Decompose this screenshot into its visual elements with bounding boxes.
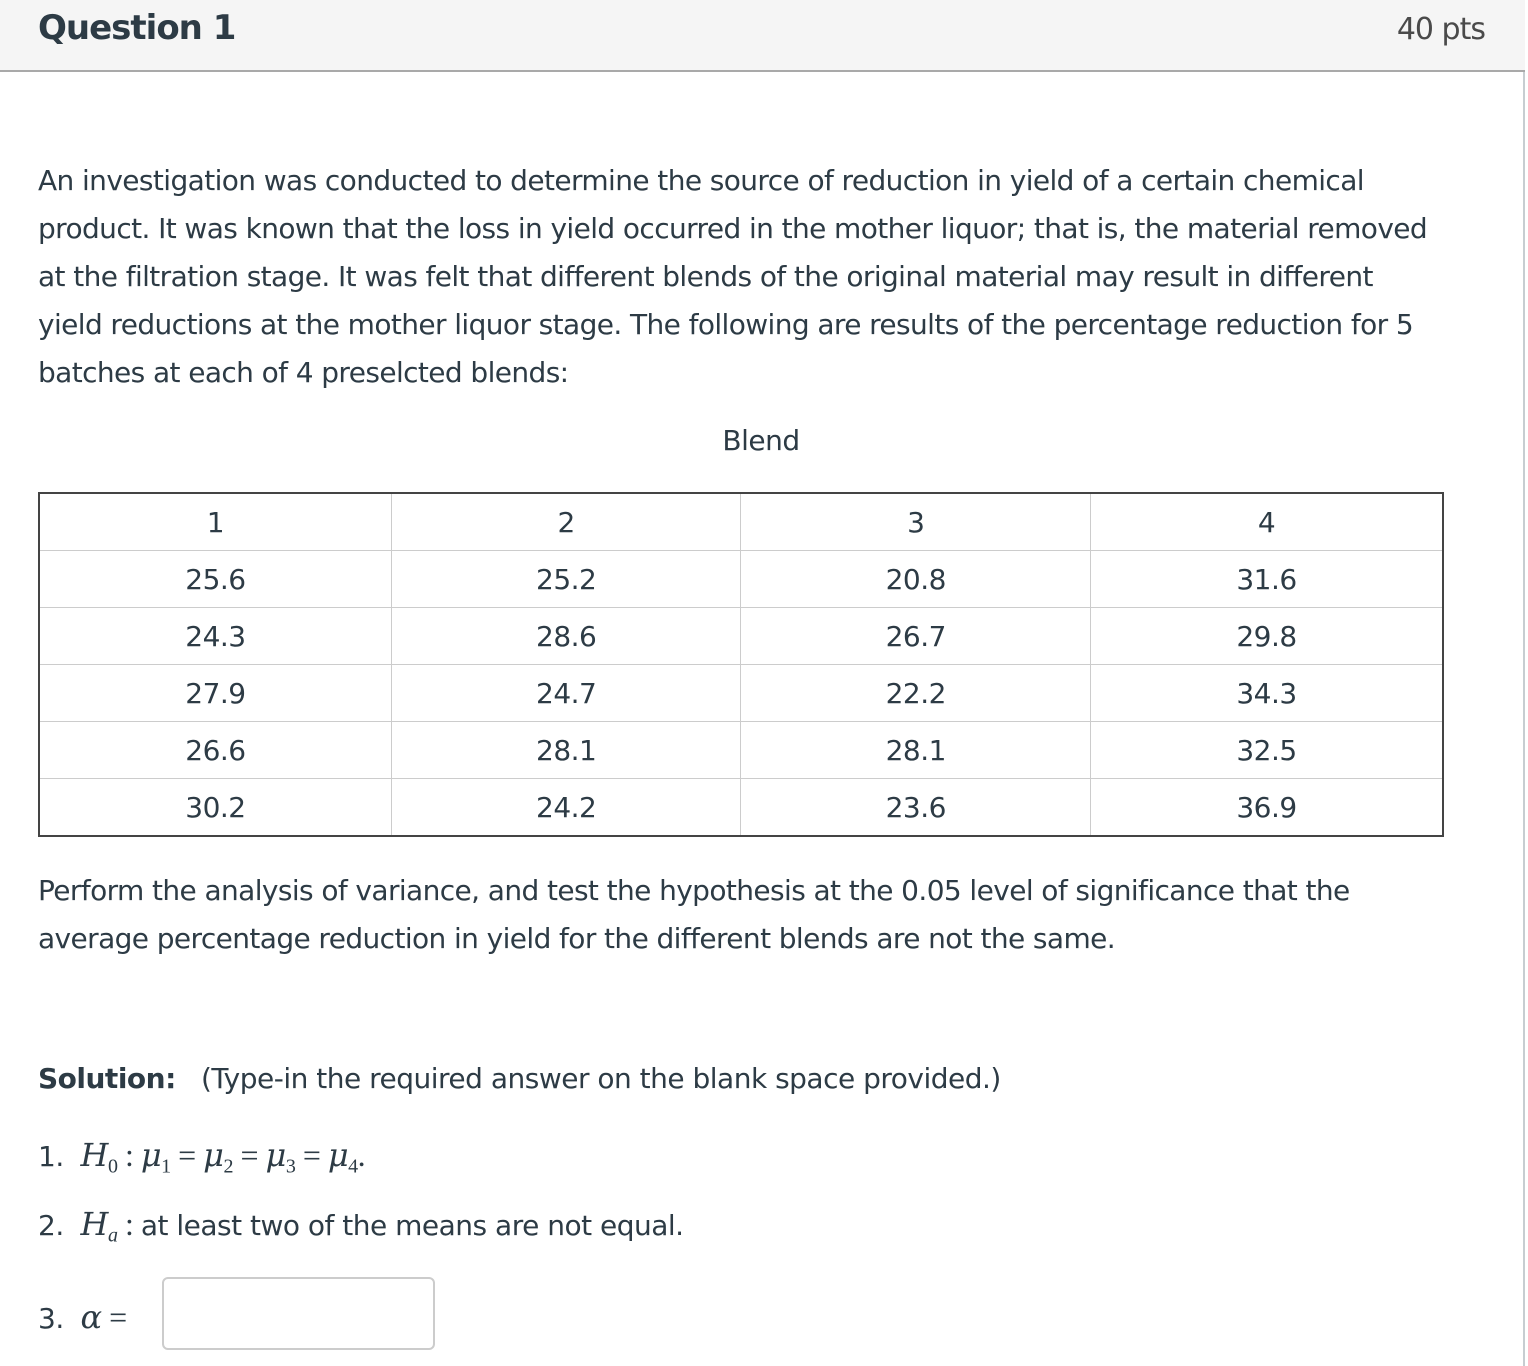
table-cell: 28.1: [391, 722, 741, 779]
table-cell: 34.3: [1091, 665, 1443, 722]
solution-heading: [38, 1062, 1001, 1095]
intro-line: batches at each of 4 preselcted blends:: [38, 356, 569, 389]
table-cell: 27.9: [39, 665, 391, 722]
blend-data-table: [38, 492, 1444, 837]
table-row: [39, 665, 1443, 722]
table-cell: 31.6: [1091, 551, 1443, 608]
table-cell: 3: [741, 493, 1091, 551]
table-cell: 24.3: [39, 608, 391, 665]
intro-line: product. It was known that the loss in yield occurred in the mother liquor; that is, the material removed: [38, 212, 1428, 245]
alpha-item: 3. α =: [38, 1298, 127, 1336]
table-row: [39, 551, 1443, 608]
table-cell: 26.7: [741, 608, 1091, 665]
table-row: [39, 779, 1443, 837]
table-cell: 28.1: [741, 722, 1091, 779]
question-title: Question 1: [38, 8, 236, 48]
intro-line: at the filtration stage. It was felt that different blends of the original material may result in different: [38, 260, 1373, 293]
alternative-hypothesis: 2. $H_a$ : at least two of the means are not equal.: [38, 1205, 684, 1247]
alpha-answer-input[interactable]: [162, 1277, 435, 1350]
task-text: [38, 867, 1498, 963]
table-cell: 24.7: [391, 665, 741, 722]
table-cell: 32.5: [1091, 722, 1443, 779]
table-cell: 25.6: [39, 551, 391, 608]
table-cell: 25.2: [391, 551, 741, 608]
question-points: 40 pts: [1396, 12, 1485, 47]
table-cell: 1: [39, 493, 391, 551]
table-header-row: [39, 493, 1443, 551]
table-cell: 2: [391, 493, 741, 551]
table-cell: 36.9: [1091, 779, 1443, 837]
table-row: [39, 722, 1443, 779]
intro-line: An investigation was conducted to determine the source of reduction in yield of a certain chemical: [38, 164, 1364, 197]
table-cell: 30.2: [39, 779, 391, 837]
task-line: Perform the analysis of variance, and test the hypothesis at the 0.05 level of significance that the: [38, 874, 1350, 907]
table-caption: Blend: [722, 424, 800, 457]
solution-label: Solution:: [38, 1062, 176, 1095]
null-hypothesis: 1. $H_0$ : $\mu_1 = \mu_2 = \mu_3 = \mu_4$.: [38, 1136, 366, 1178]
table-row: [39, 608, 1443, 665]
table-cell: 23.6: [741, 779, 1091, 837]
table-cell: 22.2: [741, 665, 1091, 722]
table-cell: 26.6: [39, 722, 391, 779]
question-intro: [38, 157, 1498, 397]
table-cell: 29.8: [1091, 608, 1443, 665]
table-cell: 20.8: [741, 551, 1091, 608]
table-cell: 28.6: [391, 608, 741, 665]
solution-instruction: (Type-in the required answer on the blank space provided.): [201, 1062, 1001, 1095]
table-cell: 4: [1091, 493, 1443, 551]
task-line: average percentage reduction in yield for the different blends are not the same.: [38, 922, 1116, 955]
question-header: [0, 0, 1525, 72]
table-cell: 24.2: [391, 779, 741, 837]
intro-line: yield reductions at the mother liquor stage. The following are results of the percentage reduction for 5: [38, 308, 1414, 341]
